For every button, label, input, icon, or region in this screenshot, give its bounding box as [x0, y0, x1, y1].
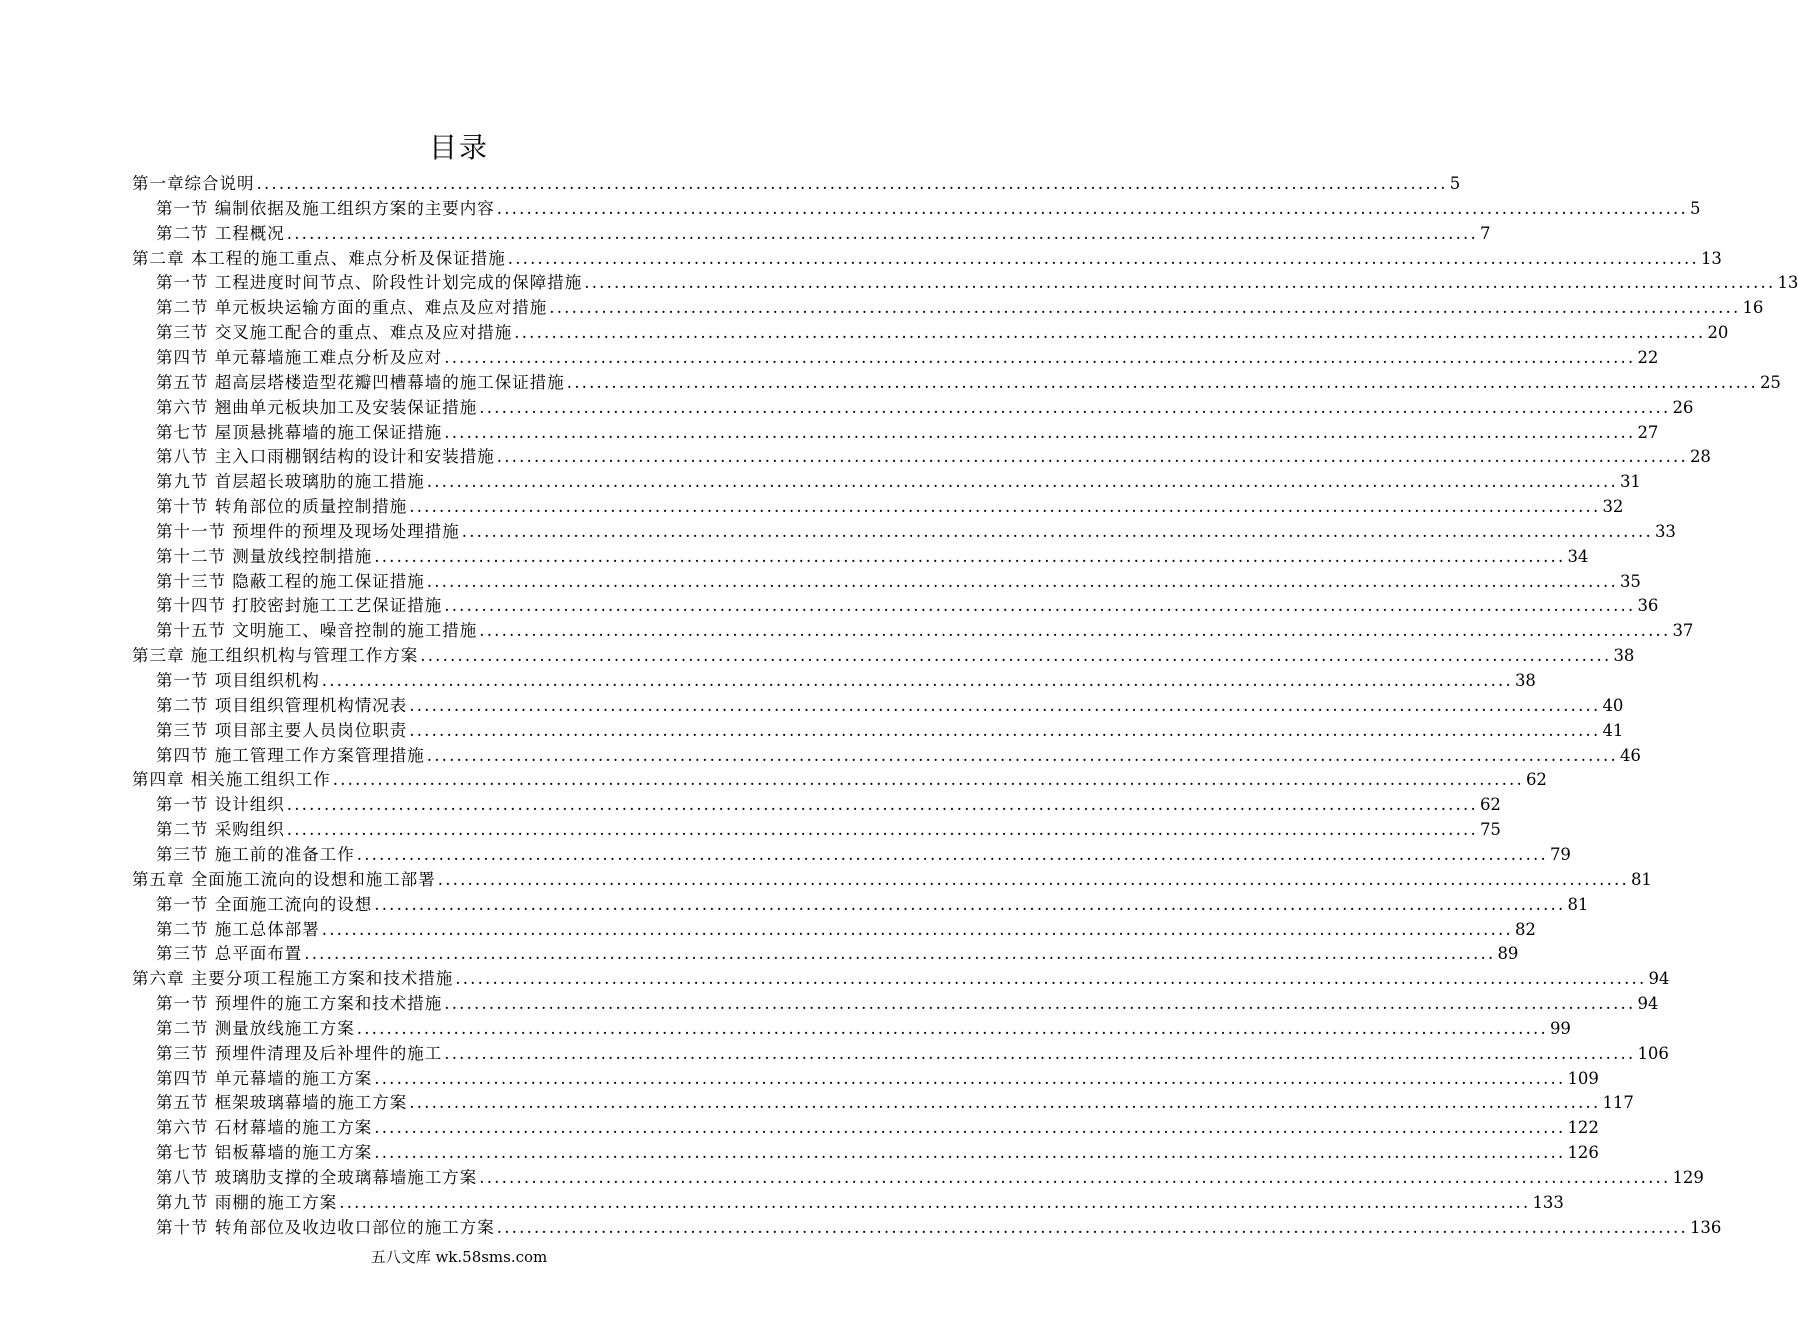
toc-page-number: 26 [1672, 397, 1694, 417]
toc-entry-title: 第五章 全面施工流向的设想和施工部署 [132, 869, 436, 889]
toc-page-number: 81 [1567, 894, 1589, 914]
toc-page-number: 94 [1637, 994, 1659, 1014]
toc-section-entry[interactable] [156, 419, 1659, 443]
toc-page-number: 13 [1700, 248, 1722, 268]
toc-leader-dots: ................................................................................................................................................................ [479, 1168, 1671, 1187]
toc-leader-dots: ................................................................................................................................................................ [286, 223, 1478, 243]
toc-leader-dots: ................................................................................................................................................................ [321, 671, 1513, 690]
toc-page-number: 126 [1567, 1143, 1599, 1163]
toc-entry-title: 第五节 框架玻璃幕墙的施工方案 [156, 1093, 408, 1113]
toc-page-number: 27 [1637, 422, 1659, 442]
toc-leader-dots: ................................................................................................................................................................ [409, 695, 1601, 715]
toc-page-number: 46 [1619, 745, 1641, 765]
toc-page-number: 20 [1707, 323, 1729, 343]
toc-page-number: 38 [1514, 671, 1536, 690]
toc-page-number: 41 [1602, 720, 1624, 740]
toc-leader-dots: ................................................................................................................................................................ [514, 323, 1706, 343]
toc-page-number: 79 [1549, 844, 1571, 864]
toc-section-entry[interactable] [156, 1189, 1564, 1213]
toc-entry-title: 第一节 编制依据及施工组织方案的主要内容 [156, 198, 495, 218]
toc-entry-title: 第五节 超高层塔楼造型花瓣凹槽幕墙的施工保证措施 [156, 372, 565, 392]
toc-section-entry[interactable] [156, 940, 1519, 964]
toc-chapter-entry[interactable] [132, 170, 1461, 194]
toc-leader-dots: ................................................................................................................................................................ [566, 372, 1758, 392]
toc-leader-dots: ................................................................................................................................................................ [409, 1093, 1601, 1113]
toc-chapter-entry[interactable] [132, 245, 1722, 269]
toc-leader-dots: ................................................................................................................................................................ [409, 497, 1601, 517]
toc-page-number: 13 [1777, 273, 1798, 293]
toc-page-number: 133 [1532, 1192, 1564, 1212]
toc-entry-title: 第十五节 文明施工、噪音控制的施工措施 [156, 621, 478, 641]
toc-page-number: 5 [1449, 174, 1461, 193]
toc-leader-dots: ................................................................................................................................................................ [549, 298, 1741, 318]
toc-section-entry[interactable] [156, 692, 1624, 716]
toc-entry-title: 第八节 玻璃肋支撑的全玻璃幕墙施工方案 [156, 1168, 478, 1187]
toc-leader-dots: ................................................................................................................................................................ [374, 1143, 1566, 1163]
toc-entry-title: 第二节 测量放线施工方案 [156, 1018, 355, 1038]
toc-page-number: 129 [1672, 1168, 1704, 1187]
page-footer: 五八文库 wk.58sms.com [370, 1248, 548, 1266]
toc-page-number: 32 [1602, 497, 1624, 517]
toc-page-number: 136 [1689, 1217, 1722, 1237]
toc-page-number: 82 [1514, 919, 1536, 939]
toc-leader-dots: ................................................................................................................................................................ [496, 198, 1688, 218]
toc-leader-dots: ................................................................................................................................................................ [286, 795, 1478, 815]
toc-leader-dots: ................................................................................................................................................................ [584, 273, 1776, 293]
toc-section-entry[interactable] [156, 1089, 1634, 1113]
toc-page-number: 25 [1759, 372, 1781, 392]
toc-section-entry[interactable] [156, 1040, 1669, 1064]
toc-entry-title: 第四节 施工管理工作方案管理措施 [156, 745, 425, 765]
toc-page-number: 31 [1619, 472, 1641, 492]
toc-section-entry[interactable] [156, 1164, 1704, 1188]
toc-leader-dots: ................................................................................................................................................................ [479, 397, 1671, 417]
toc-section-entry[interactable] [156, 344, 1659, 368]
toc-entry-title: 第三章 施工组织机构与管理工作方案 [132, 646, 419, 666]
toc-leader-dots: ................................................................................................................................................................ [374, 1118, 1566, 1138]
toc-section-entry[interactable] [156, 1065, 1599, 1089]
toc-entry-title: 第九节 首层超长玻璃肋的施工措施 [156, 472, 425, 492]
toc-section-entry[interactable] [156, 990, 1659, 1014]
toc-section-entry[interactable] [156, 294, 1764, 318]
toc-section-entry[interactable] [156, 394, 1694, 418]
toc-entry-title: 第二节 单元板块运输方面的重点、难点及应对措施 [156, 298, 548, 318]
toc-section-entry[interactable] [156, 617, 1694, 641]
toc-section-entry[interactable] [156, 1015, 1571, 1039]
toc-page-number: 38 [1613, 646, 1635, 666]
toc-page-number: 33 [1654, 521, 1676, 541]
toc-entry-title: 第一节 设计组织 [156, 795, 285, 815]
toc-section-entry[interactable] [156, 195, 1701, 219]
toc-entry-title: 第四节 单元幕墙施工难点分析及应对 [156, 347, 443, 367]
toc-page-number: 122 [1567, 1118, 1599, 1138]
toc-leader-dots: ................................................................................................................................................................ [374, 546, 1566, 566]
toc-section-entry[interactable] [156, 220, 1491, 244]
toc-section-entry[interactable] [156, 518, 1676, 542]
toc-page-number: 37 [1672, 621, 1694, 641]
toc-leader-dots: ................................................................................................................................................................ [374, 894, 1566, 914]
toc-page-number: 40 [1602, 695, 1624, 715]
toc-section-entry[interactable] [156, 468, 1641, 492]
toc-section-entry[interactable] [156, 916, 1536, 940]
toc-entry-title: 第二节 采购组织 [156, 820, 285, 840]
toc-chapter-entry[interactable] [132, 766, 1547, 790]
toc-entry-title: 第二节 工程概况 [156, 223, 285, 243]
toc-leader-dots: ................................................................................................................................................................ [256, 174, 1448, 193]
toc-entry-title: 第十节 转角部位及收边收口部位的施工方案 [156, 1217, 495, 1237]
toc-entry-title: 第七节 屋顶悬挑幕墙的施工保证措施 [156, 422, 443, 442]
toc-leader-dots: ................................................................................................................................................................ [356, 1018, 1548, 1038]
toc-page-number: 34 [1567, 546, 1589, 566]
toc-section-entry[interactable] [156, 369, 1781, 393]
toc-section-entry[interactable] [156, 1139, 1599, 1163]
toc-entry-title: 第一节 预埋件的施工方案和技术措施 [156, 994, 443, 1014]
toc-entry-title: 第四章 相关施工组织工作 [132, 770, 331, 790]
toc-leader-dots: ................................................................................................................................................................ [374, 1068, 1566, 1088]
toc-section-entry[interactable] [156, 891, 1589, 915]
page-title: 目录 [428, 131, 489, 164]
toc-leader-dots: ................................................................................................................................................................ [444, 596, 1636, 616]
toc-entry-title: 第四节 单元幕墙的施工方案 [156, 1068, 373, 1088]
toc-leader-dots: ................................................................................................................................................................ [332, 770, 1524, 790]
toc-page-number: 35 [1619, 571, 1641, 591]
toc-entry-title: 第十四节 打胶密封施工工艺保证措施 [156, 596, 443, 616]
toc-page-number: 36 [1637, 596, 1659, 616]
toc-entry-title: 第六节 石材幕墙的施工方案 [156, 1118, 373, 1138]
toc-entry-title: 第三节 总平面布置 [156, 944, 303, 964]
toc-section-entry[interactable] [156, 568, 1641, 592]
toc-leader-dots: ................................................................................................................................................................ [426, 472, 1618, 492]
toc-page-number: 16 [1742, 298, 1764, 318]
toc-leader-dots: ................................................................................................................................................................ [426, 745, 1618, 765]
toc-leader-dots: ................................................................................................................................................................ [496, 1217, 1688, 1237]
toc-entry-title: 第十二节 测量放线控制措施 [156, 546, 373, 566]
toc-section-entry[interactable] [156, 717, 1624, 741]
toc-page-number: 28 [1689, 447, 1711, 467]
toc-page-number: 22 [1637, 347, 1659, 367]
toc-entry-title: 第一章综合说明 [132, 174, 255, 193]
toc-entry-title: 第三节 交叉施工配合的重点、难点及应对措施 [156, 323, 513, 343]
toc-page-number: 75 [1479, 820, 1501, 840]
toc-entry-title: 第一节 项目组织机构 [156, 671, 320, 690]
toc-entry-title: 第十一节 预埋件的预埋及现场处理措施 [156, 521, 460, 541]
toc-section-entry[interactable] [156, 791, 1501, 815]
toc-leader-dots: ................................................................................................................................................................ [444, 1043, 1636, 1063]
toc-leader-dots: ................................................................................................................................................................ [507, 248, 1699, 268]
toc-entry-title: 第六章 主要分项工程施工方案和技术措施 [132, 969, 454, 989]
toc-chapter-entry[interactable] [132, 866, 1652, 890]
toc-entry-title: 第一节 全面施工流向的设想 [156, 894, 373, 914]
toc-leader-dots: ................................................................................................................................................................ [426, 571, 1618, 591]
toc-page-number: 99 [1549, 1018, 1571, 1038]
toc-leader-dots: ................................................................................................................................................................ [444, 347, 1636, 367]
toc-entry-title: 第三节 施工前的准备工作 [156, 844, 355, 864]
toc-section-entry[interactable] [156, 543, 1589, 567]
toc-leader-dots: ................................................................................................................................................................ [304, 944, 1496, 964]
toc-section-entry[interactable] [156, 841, 1571, 865]
toc-section-entry[interactable] [156, 1214, 1722, 1238]
toc-chapter-entry[interactable] [132, 965, 1670, 989]
toc-leader-dots: ................................................................................................................................................................ [420, 646, 1612, 666]
toc-page-number: 117 [1602, 1093, 1634, 1113]
toc-page-number: 5 [1689, 198, 1701, 218]
toc-page-number: 62 [1479, 795, 1501, 815]
toc-section-entry[interactable] [156, 493, 1624, 517]
toc-section-entry[interactable] [156, 319, 1729, 343]
toc-leader-dots: ................................................................................................................................................................ [409, 720, 1601, 740]
toc-entry-title: 第七节 铝板幕墙的施工方案 [156, 1143, 373, 1163]
toc-section-entry[interactable] [156, 1114, 1599, 1138]
toc-section-entry[interactable] [156, 443, 1711, 467]
toc-entry-title: 第二节 项目组织管理机构情况表 [156, 695, 408, 715]
toc-entry-title: 第十节 转角部位的质量控制措施 [156, 497, 408, 517]
toc-section-entry[interactable] [156, 667, 1536, 691]
toc-page-number: 81 [1630, 869, 1652, 889]
toc-leader-dots: ................................................................................................................................................................ [461, 521, 1653, 541]
toc-entry-title: 第九节 雨棚的施工方案 [156, 1192, 338, 1212]
toc-section-entry[interactable] [156, 592, 1659, 616]
toc-entry-title: 第六节 翘曲单元板块加工及安装保证措施 [156, 397, 478, 417]
toc-section-entry[interactable] [156, 269, 1798, 293]
toc-page-number: 109 [1567, 1068, 1599, 1088]
toc-page-number: 62 [1525, 770, 1547, 790]
toc-leader-dots: ................................................................................................................................................................ [286, 820, 1478, 840]
toc-entry-title: 第二章 本工程的施工重点、难点分析及保证措施 [132, 248, 506, 268]
toc-leader-dots: ................................................................................................................................................................ [339, 1192, 1531, 1212]
toc-section-entry[interactable] [156, 742, 1641, 766]
toc-entry-title: 第八节 主入口雨棚钢结构的设计和安装措施 [156, 447, 495, 467]
toc-leader-dots: ................................................................................................................................................................ [356, 844, 1548, 864]
toc-leader-dots: ................................................................................................................................................................ [496, 447, 1688, 467]
toc-entry-title: 第一节 工程进度时间节点、阶段性计划完成的保障措施 [156, 273, 583, 293]
toc-entry-title: 第十三节 隐蔽工程的施工保证措施 [156, 571, 425, 591]
toc-entry-title: 第三节 预埋件清理及后补埋件的施工 [156, 1043, 443, 1063]
toc-leader-dots: ................................................................................................................................................................ [444, 422, 1636, 442]
toc-leader-dots: ................................................................................................................................................................ [437, 869, 1629, 889]
toc-leader-dots: ................................................................................................................................................................ [321, 919, 1513, 939]
toc-leader-dots: ................................................................................................................................................................ [444, 994, 1636, 1014]
toc-chapter-entry[interactable] [132, 642, 1635, 666]
toc-leader-dots: ................................................................................................................................................................ [455, 969, 1647, 989]
toc-page-number: 7 [1479, 223, 1491, 243]
toc-leader-dots: ................................................................................................................................................................ [479, 621, 1671, 641]
toc-page-number: 94 [1648, 969, 1670, 989]
toc-entry-title: 第三节 项目部主要人员岗位职责 [156, 720, 408, 740]
toc-page-number: 89 [1497, 944, 1519, 964]
toc-section-entry[interactable] [156, 816, 1501, 840]
toc-page-number: 106 [1637, 1043, 1669, 1063]
toc-entry-title: 第二节 施工总体部署 [156, 919, 320, 939]
